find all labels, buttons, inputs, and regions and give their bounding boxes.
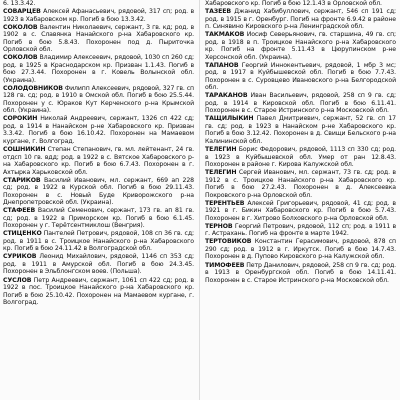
entry-surname: ТАЗЕЕВ — [205, 8, 231, 16]
entry-text: Василий Семенович, сержант, 173 гв. ап 81 гв. сд; род. в 1922 в Приморском кр. Погиб в бою 6.1.45. Похоронен у г. Терётсентмиклош (Венгрия). — [3, 207, 194, 230]
entry — [3, 85, 194, 115]
entry-text: Николай Андреевич, сержант, 1326 сп 422 сд; род. в 1914 в Нанайском р-не Хабаровского кр. Призван 3.3.42. Погиб в бою 16.10.42. Похоронен на Мамаевом кургане, г. Волгоград. — [3, 115, 194, 145]
entry-text: Джанид Хабибуллович, сержант, 546 сп 191 сд; род. в 1915 в г. Оренбург. Погиб на фронте 6.9.42 в районе п. Синявино Кировского р-на Ленинградской обл. — [205, 8, 396, 31]
entry-surname: СТАРИКОВ — [3, 176, 41, 184]
entry — [205, 0, 396, 8]
entry — [3, 207, 194, 230]
entry — [205, 262, 396, 285]
column-divider — [199, 0, 200, 400]
entry — [205, 146, 396, 169]
entry — [3, 230, 194, 253]
entry — [205, 8, 396, 31]
entry-text: Иосиф Северьянович, гв. старшина, 49 гв. сп; род. в 1918 в п. Троицкое Нанайского р-на Хабаровского кр. Погиб на фронте 5.11.43 в Цюрупинском р-не Херсонской обл. (Украина). — [205, 31, 397, 61]
entry — [205, 31, 396, 61]
entry-surname: СУСЛОВ — [3, 276, 32, 284]
entry-surname: ТЕРТОВИКОВ — [205, 238, 252, 246]
entry-text: Сергей Иванович, мл. сержант, 73 гв. сд; род. в 1912 в с. Троицкое Нанайского р-на Хабаровского кр. Погиб в бою 27.2.43. Похоронен в д. Алексеевка Покровского р-на Орловской обл. — [205, 169, 396, 199]
entry-text: Хабаровского кр. Погиб в бою 12.1.43 в Орловской обл. — [205, 0, 382, 7]
entry-text: Алексей Григорьевич, рядовой, 41 сд; род. в 1921 в г. Бикин Хабаровского кр. Погиб в бою 5.7.43. Похоронен в г. Хитрово Болховского р-на Орловской обл. — [205, 199, 396, 222]
entry-surname: ТЕЛЕГИН — [205, 146, 237, 154]
entry-text: Василий Иванович, мл. сержант, 669 ап 228 сд; род. в 1922 в Курской обл. Погиб в бою 29.11.43. Похоронен в с. Новый Буде Криворожского р-на Днепропетровской обл. (Украина). — [3, 176, 195, 207]
entry-text: Петр Данилович, рядовой, 258 сп 9 гв. сд; род. в 1913 в Оренбургской обл. Погиб в бою 14.11.41. Похоронен в с. Старое Истринского р-на Московской обл. — [205, 261, 396, 284]
entry-surname: СТИЦЕНКО — [3, 230, 42, 238]
entry — [3, 54, 194, 84]
entry-text: Леонид Михайлович, рядовой, 1146 сп 353 сд; род. в 1911 в Амурской обл. Погиб в бою 24.3.45. Похоронен в Эльблонгском воев. (Польша). — [3, 253, 194, 276]
entry-surname: СОВАРЦЕВ — [3, 8, 41, 16]
entry — [205, 223, 396, 238]
entry-surname: СТАФЕЕВ — [3, 207, 36, 215]
entry-surname: ТЕРНОВ — [205, 222, 233, 230]
entry-surname: СОШНИКИН — [3, 146, 46, 154]
entry-text: Борис Федорович, рядовой, 1113 сп 330 сд; род. в 1923 в Куйбышевской обл. Умер от ран 12.8.43. Похоронен в районе г. Кирова Калужской обл. — [205, 146, 396, 169]
entry-surname: ТАЩИЛЫКИН — [205, 115, 254, 123]
entry-surname: ТЕЛЕГИН — [205, 169, 237, 177]
entry — [205, 92, 396, 115]
entry-surname: ТАРАКАНОВ — [205, 92, 248, 100]
entry — [3, 8, 194, 23]
entry — [3, 0, 194, 8]
entry-text: Петр Андреевич, сержант, 1061 сп 422 сд; род. в 1922 в пос. Троицкое Нанайского р-на Хабаровского кр. Погиб в бою 25.10.42. Похоронен на Мамаевом кургане, г. Волгоград. — [3, 276, 194, 307]
entry-surname: СОКОЛОВ — [3, 23, 38, 31]
entry-text: Константин Герасимович, рядовой, 878 сп 290 сд; род. в 1912 в г. Иркутск. Погиб в бою 14.7.43. Похоронен в д. Пупово Кировского р-на Калужской обл. — [205, 238, 396, 261]
entry-surname: ТАПАНОВ — [205, 61, 239, 69]
entry-text: Пантелей Петрович, рядовой, 108 сп 36 гв. сд; род. в 1911 в с. Троицкое Нанайского р-на Хабаровского кр. Погиб в бою 24.11.42 в Волгоградской обл. — [3, 230, 194, 253]
entry-text: Валентин Николаевич, сержант, 3 гв. кд; род. в 1902 в с. Славянка Нанайского р-на Хабаровского кр. Погиб в бою 5.8.43. Похоронен под д. Пыриточка Орловской обл. — [3, 23, 194, 54]
right-column — [205, 0, 396, 285]
entry-text: Георгий Иннокентьевич, рядовой, 1 мбр 3 мс; род. в 1917 в Куйбышевской обл. Погиб в бою 7.7.43. Похоронен в с. Суровцево Ивановского р-на Белгородской обл. — [205, 61, 397, 92]
entry-surname: СОРОКИН — [3, 115, 38, 123]
entry — [3, 146, 194, 176]
entry — [3, 115, 194, 145]
entry — [3, 277, 194, 307]
entry-text: Иван Васильевич, рядовой, 258 сп 9 гв. сд; род. в 1914 в Кировской обл. Погиб в бою 6.11.41. Похоронен в с. Старое Истринского р-на Московской обл. — [205, 92, 396, 115]
entry-text: Владимир Алексеевич, рядовой, 1030 сп 260 сд; род. в 1925 в Краснодарском кр. Призван 1.1.43. Погиб в бою 27.3.44. Похоронен в г. Ковель Волынской обл. (Украина). — [3, 54, 194, 84]
entry-surname: ТЕРЕНТЬЕВ — [205, 199, 245, 207]
entry — [205, 200, 396, 223]
entry — [205, 169, 396, 199]
entry — [205, 62, 396, 92]
entry-surname: ТИМОФЕЕВ — [205, 261, 245, 269]
entry-text: Павел Дмитриевич, сержант, 52 гв. сп 17 гв. сд; род. в 1923 в Нанайском р-не Хабаровского кр. Погиб в бою 3.12.42. Похоронен в д. Свищи Бельского р-на Калининской обл. — [205, 115, 396, 145]
entry-text: Алексей Афанасьевич, рядовой, 317 сп; род. в 1923 в Хабаровском кр. Погиб в бою 13.3.42. — [3, 8, 194, 23]
left-column — [3, 0, 194, 307]
entry-surname: СОКОЛОВ — [3, 54, 38, 62]
entry-surname: СОЛОДОВНИКОВ — [3, 84, 63, 92]
entry — [205, 115, 396, 145]
entry-text: Степан Степанович, гв. мл. лейтенант, 24 гв. отдсп 10 гв. вдд; род. в 1922 в с. Вятское Хабаровского р-на Хабаровского кр. Погиб в бою 6.7.43. Похоронен в г. Ахтырка Харьковской обл. — [3, 146, 195, 176]
entry-surname: ТАКМАКОВ — [205, 31, 245, 39]
entry — [205, 238, 396, 261]
entry — [3, 253, 194, 276]
entry-text: Филипп Алексеевич, рядовой, 327 гв. сп 128 гв. сд; род. в 1910 в Омской обл. Погиб в бою 25.5.44. Похоронен у с. Юраков Кут Керченского р-на Крымской обл. (Украина). — [3, 84, 194, 115]
entry-surname: СУРИКОВ — [3, 253, 37, 261]
entry-text: Георгий Петрович, рядовой, 112 сп; род. в 1911 в г. Астрахань. Погиб на фронте в марте 1942. — [205, 222, 396, 238]
entry-text: 6. 13.3.42. — [3, 0, 36, 7]
entry — [3, 24, 194, 54]
entry — [3, 177, 194, 207]
